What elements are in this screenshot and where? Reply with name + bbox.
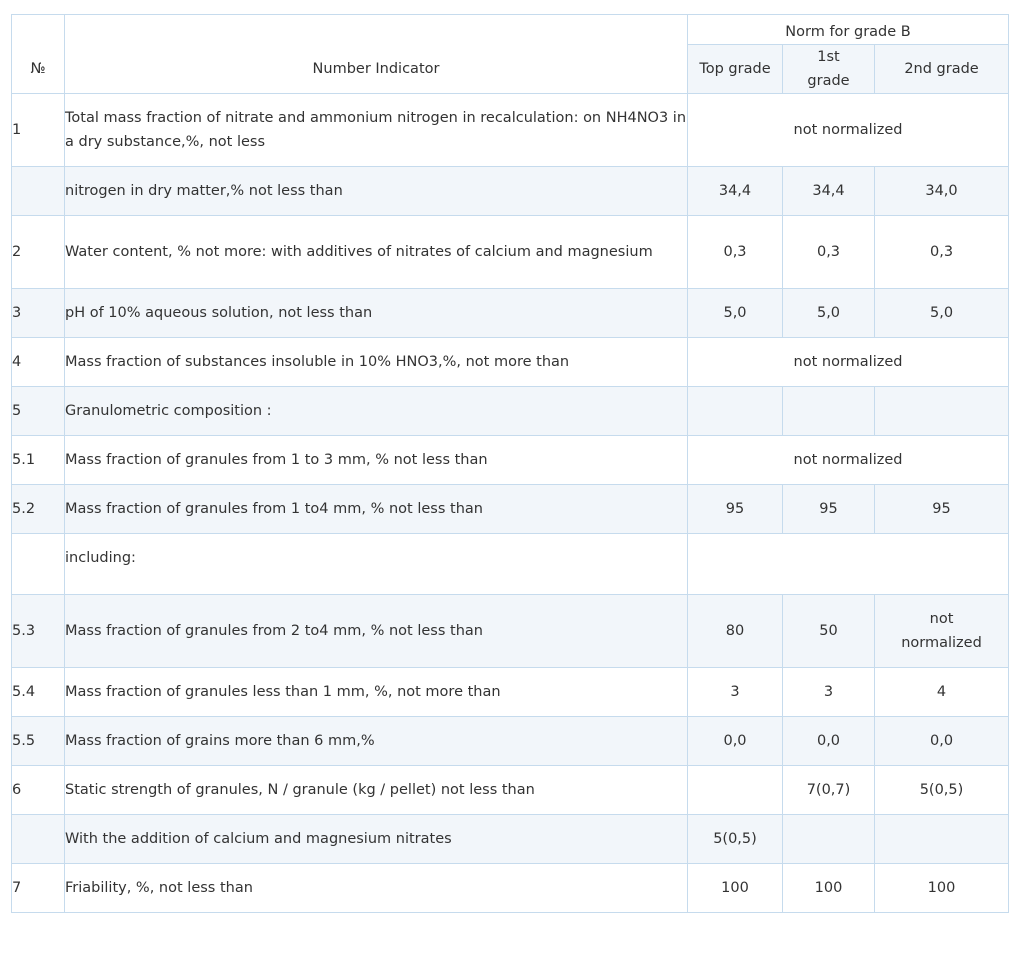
table-row: [12, 766, 1009, 815]
row-value-first-grade: [783, 387, 875, 436]
row-value-top-grade: 0,3: [688, 216, 783, 289]
row-value-first-grade: 0,0: [783, 717, 875, 766]
row-indicator: Mass fraction of granules from 1 to 3 mm, % not less than: [65, 436, 688, 485]
row-value-top-grade: 0,0: [688, 717, 783, 766]
table-row: [12, 94, 1009, 167]
row-number: [12, 167, 65, 216]
row-value-second-grade: 34,0: [875, 167, 1009, 216]
column-header-second-grade: 2nd grade: [875, 45, 1009, 94]
row-value-second-grade: [875, 815, 1009, 864]
row-value-first-grade: 5,0: [783, 289, 875, 338]
row-value-first-grade: 34,4: [783, 167, 875, 216]
table-row: [12, 387, 1009, 436]
row-number: 5: [12, 387, 65, 436]
table-row: [12, 815, 1009, 864]
row-value-top-grade: 95: [688, 485, 783, 534]
row-norm-merged: not normalized: [688, 436, 1009, 485]
row-number: 1: [12, 94, 65, 167]
row-value-first-grade: 95: [783, 485, 875, 534]
table-row: [12, 436, 1009, 485]
row-value-second-grade: not normalized: [875, 595, 1009, 668]
row-value-first-grade: [783, 815, 875, 864]
column-header-top-grade: Top grade: [688, 45, 783, 94]
row-norm-merged: not normalized: [688, 94, 1009, 167]
row-value-second-grade: 95: [875, 485, 1009, 534]
row-indicator: nitrogen in dry matter,% not less than: [65, 167, 688, 216]
row-number: 4: [12, 338, 65, 387]
row-number: 7: [12, 864, 65, 913]
table-row: [12, 595, 1009, 668]
row-indicator: Mass fraction of granules from 1 to4 mm, % not less than: [65, 485, 688, 534]
row-number: 5.5: [12, 717, 65, 766]
table-row: [12, 485, 1009, 534]
row-indicator: Water content, % not more: with additives of nitrates of calcium and magnesium: [65, 216, 688, 289]
row-value-first-grade: 3: [783, 668, 875, 717]
row-value-second-grade: 0,0: [875, 717, 1009, 766]
table-row: [12, 717, 1009, 766]
row-value-top-grade: 100: [688, 864, 783, 913]
row-value-first-grade: 7(0,7): [783, 766, 875, 815]
row-value-top-grade: 80: [688, 595, 783, 668]
row-value-first-grade: 100: [783, 864, 875, 913]
row-number: [12, 534, 65, 595]
column-header-no: №: [12, 15, 65, 94]
row-value-second-grade: 0,3: [875, 216, 1009, 289]
column-header-first-grade: 1st grade: [783, 45, 875, 94]
row-value-top-grade: 34,4: [688, 167, 783, 216]
row-indicator: Granulometric composition :: [65, 387, 688, 436]
spec-table-container: [11, 14, 1008, 913]
row-number: [12, 815, 65, 864]
table-row: [12, 534, 1009, 595]
row-value-top-grade: [688, 387, 783, 436]
row-value-second-grade: 5(0,5): [875, 766, 1009, 815]
table-row: [12, 216, 1009, 289]
row-indicator: including:: [65, 534, 688, 595]
row-number: 5.1: [12, 436, 65, 485]
row-value-second-grade: [875, 387, 1009, 436]
row-number: 5.4: [12, 668, 65, 717]
row-number: 5.3: [12, 595, 65, 668]
row-indicator: Friability, %, not less than: [65, 864, 688, 913]
column-header-indicator: Number Indicator: [65, 15, 688, 94]
row-value-second-grade: 4: [875, 668, 1009, 717]
row-indicator: Static strength of granules, N / granule (kg / pellet) not less than: [65, 766, 688, 815]
row-value-second-grade: 5,0: [875, 289, 1009, 338]
table-row: [12, 864, 1009, 913]
grade-b-specification-table: [11, 14, 1009, 913]
table-row: [12, 167, 1009, 216]
row-indicator: Total mass fraction of nitrate and ammonium nitrogen in recalculation: on NH4NO3 in a dry substance,%, not less: [65, 94, 688, 167]
row-number: 3: [12, 289, 65, 338]
row-indicator: With the addition of calcium and magnesium nitrates: [65, 815, 688, 864]
row-value-first-grade: 50: [783, 595, 875, 668]
header-row: [12, 15, 1009, 45]
row-indicator: Mass fraction of substances insoluble in 10% HNO3,%, not more than: [65, 338, 688, 387]
row-value-top-grade: 3: [688, 668, 783, 717]
row-norm-merged: [688, 534, 1009, 595]
row-value-first-grade: 0,3: [783, 216, 875, 289]
row-value-top-grade: 5,0: [688, 289, 783, 338]
row-indicator: pH of 10% aqueous solution, not less than: [65, 289, 688, 338]
row-indicator: Mass fraction of granules from 2 to4 mm, % not less than: [65, 595, 688, 668]
row-value-second-grade: 100: [875, 864, 1009, 913]
row-value-top-grade: [688, 766, 783, 815]
row-number: 2: [12, 216, 65, 289]
table-row: [12, 289, 1009, 338]
row-norm-merged: not normalized: [688, 338, 1009, 387]
row-value-top-grade: 5(0,5): [688, 815, 783, 864]
table-row: [12, 338, 1009, 387]
column-header-norm-group: Norm for grade B: [688, 15, 1009, 45]
row-indicator: Mass fraction of granules less than 1 mm, %, not more than: [65, 668, 688, 717]
row-indicator: Mass fraction of grains more than 6 mm,%: [65, 717, 688, 766]
table-row: [12, 668, 1009, 717]
row-number: 6: [12, 766, 65, 815]
row-number: 5.2: [12, 485, 65, 534]
